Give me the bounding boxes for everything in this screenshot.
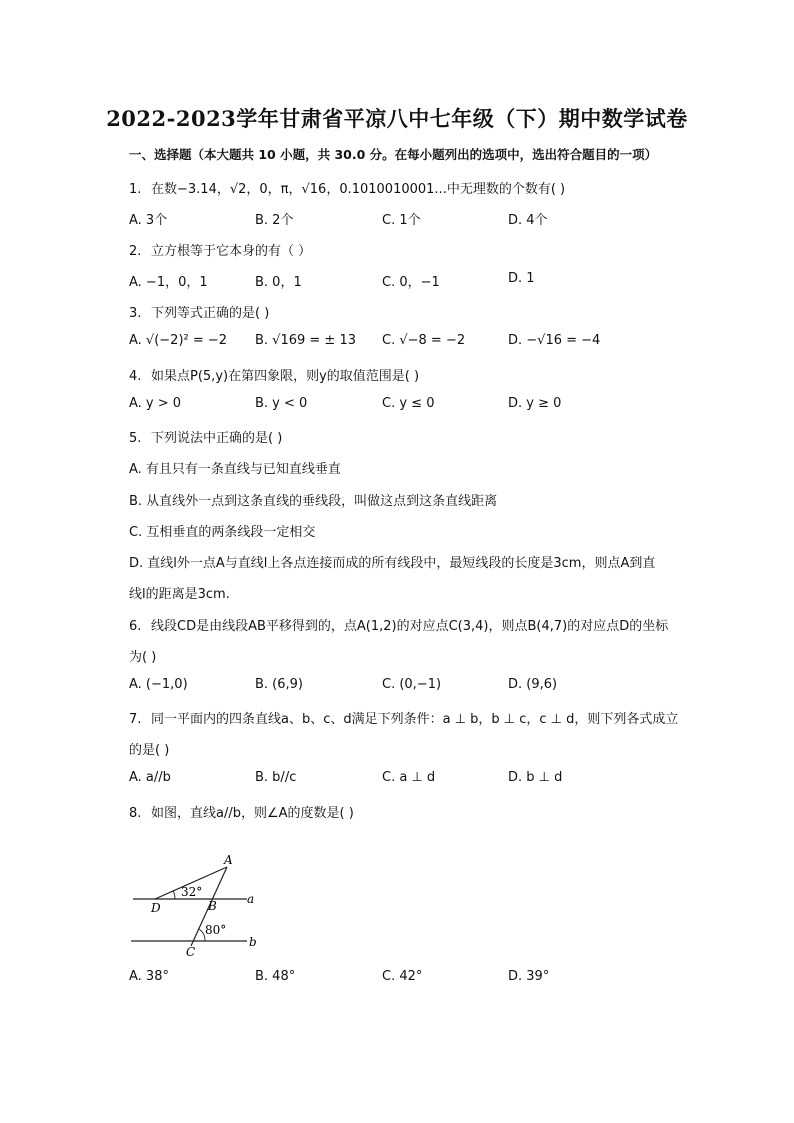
question-stem: 线段CD是由线段AB平移得到的，点A(1,2)的对应点C(3,4)，则点B(4,7)的对应点D的坐标 xyxy=(151,619,669,634)
option-a[interactable]: A. √(−2)² = −2 xyxy=(129,333,228,348)
angle-label-32: 32° xyxy=(181,885,203,899)
option-a[interactable]: A. (−1,0) xyxy=(129,677,188,692)
option-b[interactable]: B. (6,9) xyxy=(255,677,304,692)
question-number: 6. xyxy=(129,619,142,634)
option-c[interactable]: C. 0，−1 xyxy=(382,275,440,290)
question-number: 7. xyxy=(129,712,142,727)
option-a[interactable]: A. a//b xyxy=(129,770,171,785)
question-stem-continued: 的是( ) xyxy=(129,743,170,758)
question-number: 8. xyxy=(129,806,142,821)
option-b[interactable]: B. y < 0 xyxy=(255,396,308,411)
option-d[interactable]: D. 1 xyxy=(508,271,535,286)
label-C: C xyxy=(186,945,196,959)
option-d[interactable]: D. 直线l外一点A与直线l上各点连接而成的所有线段中，最短线段的长度是3cm，则点A到直 xyxy=(129,556,656,571)
option-b[interactable]: B. 0，1 xyxy=(255,275,302,290)
question-stem: 如图，直线a//b，则∠A的度数是( ) xyxy=(151,806,354,821)
option-d[interactable]: D. (9,6) xyxy=(508,677,558,692)
question-number: 1. xyxy=(129,182,142,197)
question-4 xyxy=(129,365,419,384)
option-d[interactable]: D. −√16 = −4 xyxy=(508,333,601,348)
option-a[interactable]: A. 有且只有一条直线与已知直线垂直 xyxy=(129,462,341,477)
option-c[interactable]: C. a ⊥ d xyxy=(382,770,436,785)
option-c[interactable]: C. √−8 = −2 xyxy=(382,333,466,348)
label-D: D xyxy=(151,901,161,915)
option-c[interactable]: C. y ≤ 0 xyxy=(382,396,435,411)
option-a[interactable]: A. −1，0，1 xyxy=(129,275,208,290)
question-number: 5. xyxy=(129,431,142,446)
option-b[interactable]: B. 2个 xyxy=(255,213,294,228)
question-number: 2. xyxy=(129,244,142,259)
option-d[interactable]: D. 4个 xyxy=(508,213,548,228)
question-number: 4. xyxy=(129,369,142,384)
question-stem: 下列等式正确的是( ) xyxy=(151,306,270,321)
section-heading: 一、选择题（本大题共 10 小题，共 30.0 分。在每小题列出的选项中，选出符合题目的一项） xyxy=(129,147,658,162)
option-d[interactable]: D. 39° xyxy=(508,969,550,984)
question-7 xyxy=(129,708,678,727)
option-b[interactable]: B. 48° xyxy=(255,969,296,984)
label-B: B xyxy=(208,899,217,913)
option-c[interactable]: C. (0,−1) xyxy=(382,677,442,692)
label-a: a xyxy=(247,892,255,906)
option-a[interactable]: A. 3个 xyxy=(129,213,168,228)
option-d[interactable]: D. b ⊥ d xyxy=(508,770,563,785)
option-b[interactable]: B. b//c xyxy=(255,770,297,785)
question-6 xyxy=(129,615,668,634)
option-a[interactable]: A. y > 0 xyxy=(129,396,182,411)
question-stem: 如果点P(5,y)在第四象限，则y的取值范围是( ) xyxy=(151,369,420,384)
question-stem: 同一平面内的四条直线a、b、c、d满足下列条件：a ⊥ b，b ⊥ c，c ⊥ d，则下列各式成立 xyxy=(151,712,679,727)
option-a[interactable]: A. 38° xyxy=(129,969,169,984)
parallel-lines-figure xyxy=(125,850,275,962)
option-d-continued: 线l的距离是3cm. xyxy=(129,587,230,602)
question-3 xyxy=(129,302,269,321)
question-2 xyxy=(129,240,311,259)
label-A: A xyxy=(224,853,233,867)
question-number: 3. xyxy=(129,306,142,321)
angle-label-80: 80° xyxy=(205,923,227,937)
question-stem: 立方根等于它本身的有（ ） xyxy=(151,244,312,259)
angle-arc-d xyxy=(173,891,175,899)
label-b: b xyxy=(249,935,257,949)
option-b[interactable]: B. 从直线外一点到这条直线的垂线段，叫做这点到这条直线距离 xyxy=(129,494,498,509)
question-stem: 下列说法中正确的是( ) xyxy=(151,431,283,446)
option-c[interactable]: C. 1个 xyxy=(382,213,421,228)
question-8 xyxy=(129,802,354,821)
page-title: 2022-2023学年甘肃省平凉八中七年级（下）期中数学试卷 xyxy=(106,106,688,131)
option-d[interactable]: D. y ≥ 0 xyxy=(508,396,562,411)
option-b[interactable]: B. √169 = ± 13 xyxy=(255,333,357,348)
question-1 xyxy=(129,178,565,197)
question-5 xyxy=(129,427,282,446)
question-stem-continued: 为( ) xyxy=(129,650,157,665)
question-stem: 在数−3.14，√2，0，π，√16，0.1010010001...中无理数的个数有( ) xyxy=(151,182,566,197)
option-c[interactable]: C. 互相垂直的两条线段一定相交 xyxy=(129,525,316,540)
option-c[interactable]: C. 42° xyxy=(382,969,423,984)
